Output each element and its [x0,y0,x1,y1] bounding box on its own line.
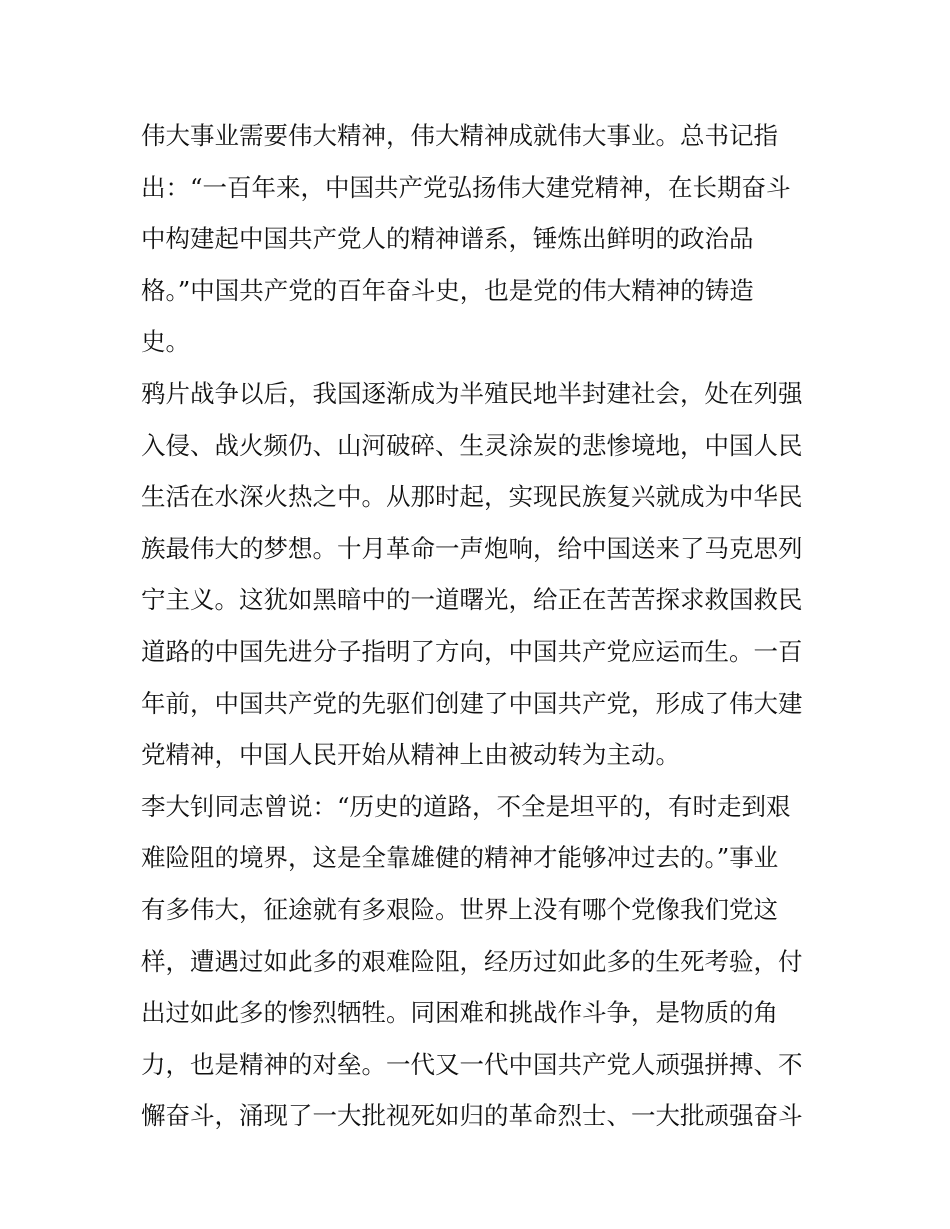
text-line: 出过如此多的惨烈牺牲。同困难和挑战作斗争，是物质的角 [141,998,778,1028]
text-line: 李大钊同志曾说：“历史的道路，不全是坦平的，有时走到艰 [141,791,791,821]
text-line: 中构建起中国共产党人的精神谱系，锤炼出鲜明的政治品 [141,224,754,254]
text-line: 有多伟大，征途就有多艰险。世界上没有哪个党像我们党这 [141,894,778,924]
text-line: 格。”中国共产党的百年奋斗史，也是党的伟大精神的铸造 [141,275,754,305]
text-line: 样，遭遇过如此多的艰难险阻，经历过如此多的生死考验，付 [141,946,803,976]
text-line: 年前，中国共产党的先驱们创建了中国共产党，形成了伟大建 [141,688,803,718]
text-line: 出：“一百年来，中国共产党弘扬伟大建党精神，在长期奋斗 [141,172,791,202]
text-line: 懈奋斗，涌现了一大批视死如归的革命烈士、一大批顽强奋斗 [141,1101,803,1131]
text-line: 入侵、战火频仍、山河破碎、生灵涂炭的悲惨境地，中国人民 [141,430,803,460]
text-line: 生活在水深火热之中。从那时起，实现民族复兴就成为中华民 [141,482,803,512]
text-line: 族最伟大的梦想。十月革命一声炮响，给中国送来了马克思列 [141,533,803,563]
text-line: 难险阻的境界，这是全靠雄健的精神才能够冲过去的。”事业 [141,843,779,873]
text-line: 伟大事业需要伟大精神，伟大精神成就伟大事业。总书记指 [141,121,778,150]
body-text [141,110,816,1142]
text-line: 党精神，中国人民开始从精神上由被动转为主动。 [141,740,680,770]
text-line: 道路的中国先进分子指明了方向，中国共产党应运而生。一百 [141,636,803,666]
text-line: 鸦片战争以后，我国逐渐成为半殖民地半封建社会，处在列强 [141,378,803,408]
text-line: 史。 [141,327,190,357]
text-line: 宁主义。这犹如黑暗中的一道曙光，给正在苦苦探求救国救民 [141,585,803,615]
text-line: 力，也是精神的对垒。一代又一代中国共产党人顽强拼搏、不 [141,1049,803,1079]
